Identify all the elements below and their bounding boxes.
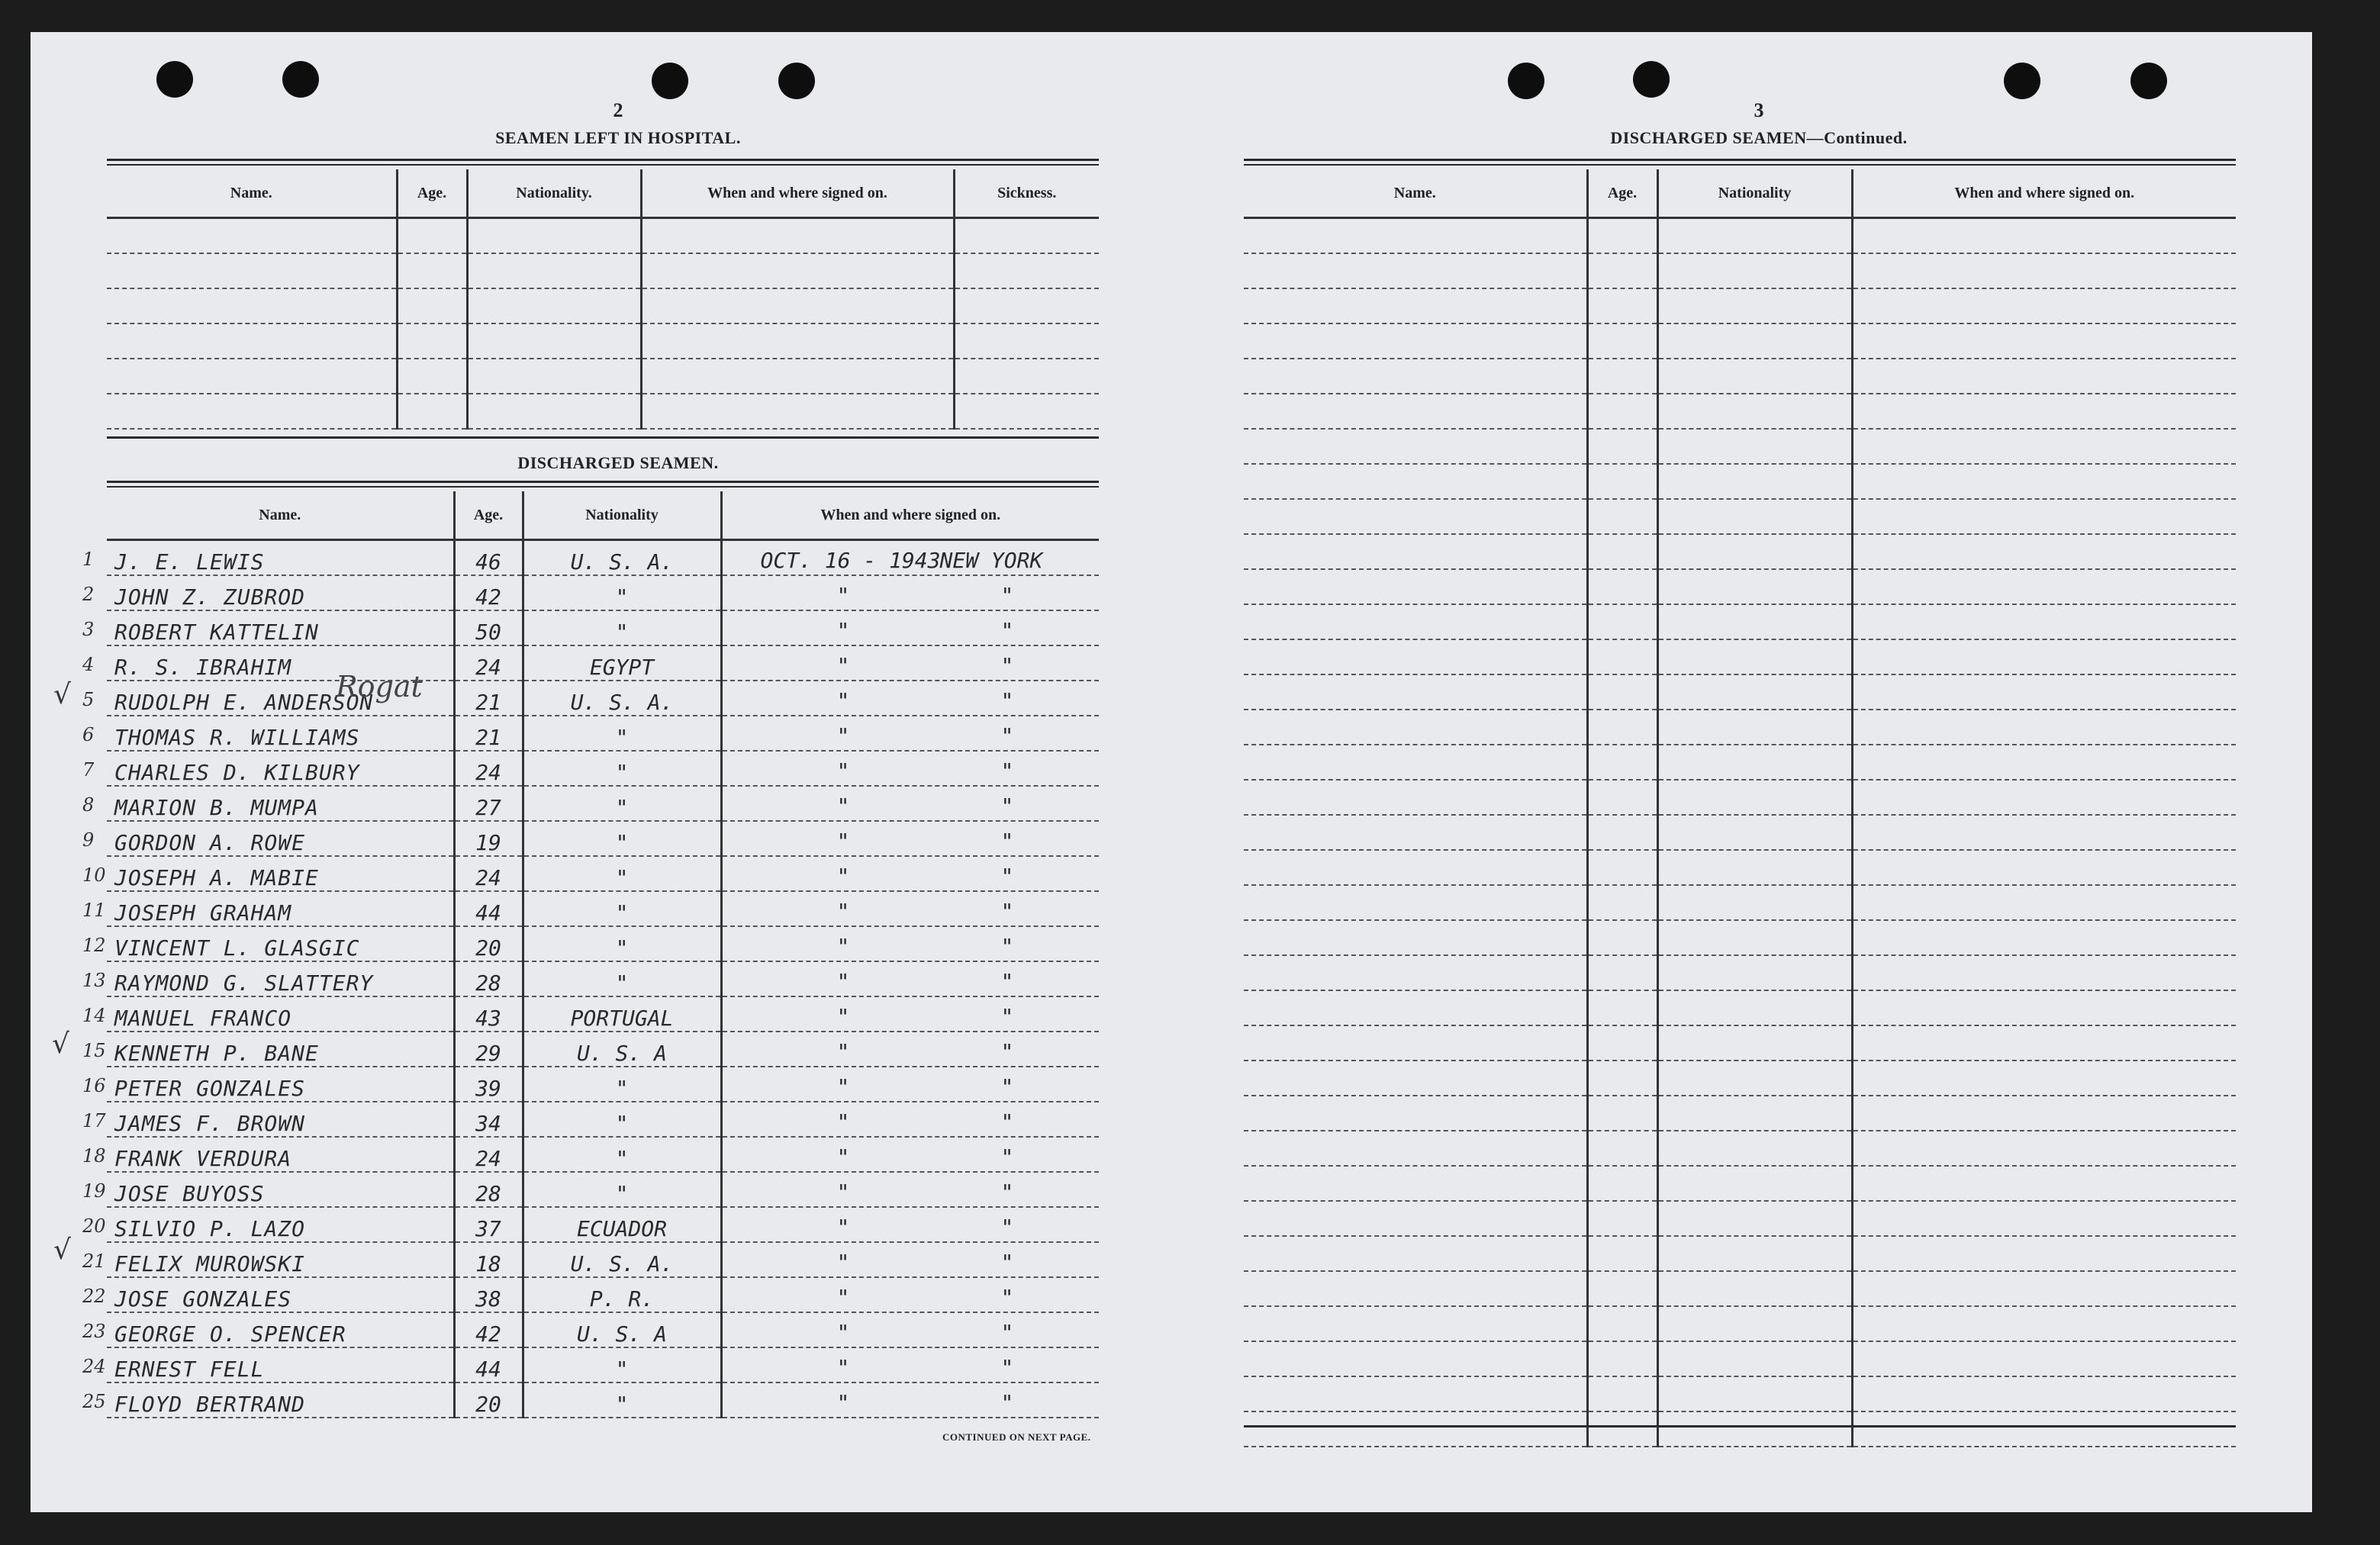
seaman-signed-on: [721, 1277, 1099, 1312]
punch-hole: [2004, 63, 2040, 99]
signed-on-date: ": [836, 653, 850, 678]
seaman-name: VINCENT L. GLASGIC: [107, 926, 454, 961]
signed-on-place: ": [1000, 723, 1014, 748]
signed-on-date: ": [836, 1074, 850, 1099]
signed-on-place: ": [1000, 1250, 1014, 1275]
table-row: [1244, 1411, 2236, 1447]
seaman-nationality: ": [523, 751, 721, 786]
row-number: 5: [82, 689, 95, 710]
signed-on-date: ": [836, 969, 850, 994]
table-row: [1244, 674, 2236, 710]
seaman-nationality: U. S. A: [523, 1312, 721, 1347]
seaman-age: 24: [454, 645, 523, 681]
seaman-signed-on: [721, 1347, 1099, 1382]
signed-on-place: ": [1000, 1285, 1014, 1310]
seaman-nationality: ": [523, 1347, 721, 1382]
signed-on-place: ": [1000, 934, 1014, 959]
signed-on-place: ": [1000, 688, 1014, 713]
table-row: [107, 575, 1099, 610]
table-row: [1244, 745, 2236, 780]
table-row: [1244, 885, 2236, 920]
table-row: [1244, 920, 2236, 955]
signed-on-date: ": [836, 1144, 850, 1170]
row-number: 22: [82, 1286, 106, 1307]
table-row: [1244, 1061, 2236, 1096]
row-number: 1: [82, 549, 95, 570]
table-row: [1244, 1166, 2236, 1201]
seaman-nationality: U. S. A.: [523, 681, 721, 716]
title-main: DISCHARGED SEAMEN: [1610, 128, 1807, 147]
seaman-signed-on: [721, 961, 1099, 996]
table-row: [107, 1242, 1099, 1277]
table-row: [1244, 1341, 2236, 1376]
row-number: 3: [82, 619, 95, 640]
table-row: [107, 1382, 1099, 1418]
row-number: 16: [82, 1075, 106, 1096]
seaman-age: 21: [454, 716, 523, 751]
signed-on-date: ": [836, 1180, 850, 1205]
discharged-section-title: DISCHARGED SEAMEN.: [517, 453, 719, 472]
column-header-sickness: Sickness.: [954, 169, 1099, 218]
signed-on-place: ": [1000, 1390, 1014, 1415]
seaman-signed-on: [721, 575, 1099, 610]
seaman-signed-on: [721, 1207, 1099, 1242]
table-row: [107, 681, 1099, 716]
signed-on-date: ": [836, 899, 850, 924]
seaman-age: 28: [454, 1172, 523, 1207]
seaman-signed-on: [721, 540, 1099, 576]
seaman-name: MARION B. MUMPA: [107, 786, 454, 821]
signed-on-place: ": [1000, 1320, 1014, 1345]
hospital-section-title: SEAMEN LEFT IN HOSPITAL.: [495, 128, 741, 147]
table-row: [1244, 639, 2236, 674]
seaman-signed-on: [721, 610, 1099, 645]
signed-on-place: ": [1000, 969, 1014, 994]
seaman-age: 43: [454, 996, 523, 1032]
table-header-row: [107, 169, 1099, 218]
punch-hole: [2130, 63, 2167, 99]
table-row: [107, 1102, 1099, 1137]
signed-on-date: ": [836, 1215, 850, 1240]
table-row: [1244, 394, 2236, 429]
seaman-name: GEORGE O. SPENCER: [107, 1312, 454, 1347]
column-header-age: Age.: [1587, 169, 1657, 218]
table-row: [1244, 1271, 2236, 1306]
seaman-name: GORDON A. ROWE: [107, 821, 454, 856]
seaman-signed-on: [721, 926, 1099, 961]
row-number: 12: [82, 935, 106, 956]
seaman-name: RUDOLPH E. ANDERSON: [107, 681, 454, 716]
seaman-signed-on: [721, 1172, 1099, 1207]
signed-on-place: ": [1000, 583, 1014, 608]
row-number: 13: [82, 970, 106, 991]
seaman-signed-on: [721, 1312, 1099, 1347]
row-number: 10: [82, 864, 106, 886]
table-row: [1244, 429, 2236, 464]
seaman-signed-on: [721, 891, 1099, 926]
seaman-nationality: ": [523, 575, 721, 610]
punch-hole: [156, 61, 193, 98]
discharged-continued-title: [1244, 128, 2274, 148]
row-number: 23: [82, 1321, 106, 1342]
table-row: [107, 786, 1099, 821]
title-continued: —Continued.: [1806, 128, 1908, 147]
column-header-nationality: Nationality.: [467, 169, 641, 218]
column-header-nationality: Nationality: [523, 491, 721, 540]
seaman-name: FLOYD BERTRAND: [107, 1382, 454, 1418]
signed-on-date: ": [836, 934, 850, 959]
seaman-signed-on: [721, 1102, 1099, 1137]
table-row: [1244, 499, 2236, 534]
signed-on-date: ": [836, 793, 850, 819]
row-number: 4: [82, 654, 95, 675]
seaman-signed-on: [721, 645, 1099, 681]
table-row: [1244, 323, 2236, 359]
seaman-nationality: U. S. A.: [523, 1242, 721, 1277]
table-row: [107, 716, 1099, 751]
seaman-age: 19: [454, 821, 523, 856]
signed-on-date: OCT. 16 - 1943: [760, 548, 941, 573]
signed-on-place: ": [1000, 1355, 1014, 1380]
row-number: 21: [82, 1250, 106, 1272]
seaman-age: 24: [454, 1137, 523, 1172]
table-row: [107, 645, 1099, 681]
seaman-name: FELIX MUROWSKI: [107, 1242, 454, 1277]
table-row: [107, 610, 1099, 645]
signed-on-place: ": [1000, 1180, 1014, 1205]
seaman-name: JOSEPH A. MABIE: [107, 856, 454, 891]
signed-on-date: ": [836, 864, 850, 889]
row-number: 8: [82, 794, 95, 816]
page-number: 3: [1754, 99, 1764, 121]
section-rule: [107, 436, 1099, 439]
signed-on-date: ": [836, 583, 850, 608]
check-mark: √: [52, 1028, 69, 1060]
column-header-nationality: Nationality: [1657, 169, 1852, 218]
seaman-age: 28: [454, 961, 523, 996]
double-rule: [107, 159, 1099, 166]
seaman-age: 34: [454, 1102, 523, 1137]
signed-on-date: ": [836, 618, 850, 643]
table-row: [1244, 710, 2236, 745]
table-row: [1244, 1131, 2236, 1166]
signed-on-date: ": [836, 1004, 850, 1029]
signed-on-place: ": [1000, 1144, 1014, 1170]
seaman-age: 18: [454, 1242, 523, 1277]
check-mark: √: [53, 1234, 71, 1266]
column-header-signed-on: When and where signed on.: [641, 169, 954, 218]
seaman-name: ERNEST FELL: [107, 1347, 454, 1382]
discharged-table: [107, 491, 1099, 1418]
signed-on-place: NEW YORK: [939, 548, 1043, 573]
table-row: [1244, 534, 2236, 569]
table-row: [1244, 1025, 2236, 1061]
discharged-continued-table: [1244, 169, 2236, 1447]
seaman-name: CHARLES D. KILBURY: [107, 751, 454, 786]
signed-on-date: ": [836, 758, 850, 784]
seaman-age: 29: [454, 1032, 523, 1067]
signed-on-place: ": [1000, 829, 1014, 854]
seaman-nationality: ": [523, 926, 721, 961]
seaman-name: SILVIO P. LAZO: [107, 1207, 454, 1242]
signed-on-date: ": [836, 688, 850, 713]
table-header-row: [107, 491, 1099, 540]
table-row: [107, 1137, 1099, 1172]
seaman-age: 27: [454, 786, 523, 821]
table-row: [1244, 1376, 2236, 1411]
signed-on-place: ": [1000, 1039, 1014, 1064]
seaman-nationality: ": [523, 716, 721, 751]
signed-on-date: ": [836, 1320, 850, 1345]
seaman-nationality: ": [523, 786, 721, 821]
signed-on-place: ": [1000, 1004, 1014, 1029]
seaman-age: 20: [454, 1382, 523, 1418]
row-number: 15: [82, 1040, 106, 1061]
column-header-signed-on: When and where signed on.: [721, 491, 1099, 540]
seaman-nationality: U. S. A: [523, 1032, 721, 1067]
seaman-nationality: ": [523, 1067, 721, 1102]
seaman-age: 24: [454, 751, 523, 786]
table-row: [1244, 569, 2236, 604]
seaman-age: 46: [454, 540, 523, 576]
table-row: [1244, 815, 2236, 850]
column-header-age: Age.: [397, 169, 467, 218]
signed-on-place: ": [1000, 793, 1014, 819]
seaman-nationality: ": [523, 856, 721, 891]
seaman-nationality: ": [523, 961, 721, 996]
seaman-age: 38: [454, 1277, 523, 1312]
table-row: [107, 1207, 1099, 1242]
seaman-age: 44: [454, 1347, 523, 1382]
row-number: 25: [82, 1391, 106, 1412]
signed-on-place: ": [1000, 1074, 1014, 1099]
seaman-signed-on: [721, 996, 1099, 1032]
column-header-signed-on: When and where signed on.: [1852, 169, 2236, 218]
table-row: [1244, 1201, 2236, 1236]
seaman-signed-on: [721, 1137, 1099, 1172]
signed-on-place: ": [1000, 618, 1014, 643]
seaman-nationality: ": [523, 891, 721, 926]
seaman-age: 42: [454, 575, 523, 610]
seaman-signed-on: [721, 786, 1099, 821]
row-number: 14: [82, 1005, 106, 1026]
seaman-age: 21: [454, 681, 523, 716]
check-mark: √: [53, 679, 71, 710]
table-row: [1244, 253, 2236, 288]
table-row: [1244, 464, 2236, 499]
table-row: [107, 891, 1099, 926]
seaman-name: J. E. LEWIS: [107, 540, 454, 576]
double-rule: [107, 481, 1099, 488]
table-row: [107, 394, 1099, 429]
seaman-nationality: ": [523, 1382, 721, 1418]
table-row: [107, 1347, 1099, 1382]
seaman-name: JOSE BUYOSS: [107, 1172, 454, 1207]
table-row: [107, 1172, 1099, 1207]
table-row: [1244, 850, 2236, 885]
table-row: [107, 751, 1099, 786]
seaman-signed-on: [721, 1067, 1099, 1102]
table-row: [1244, 288, 2236, 323]
seaman-signed-on: [721, 1382, 1099, 1418]
ledger-sheet: [31, 32, 2312, 1512]
table-row: [107, 856, 1099, 891]
table-row: [107, 288, 1099, 323]
seaman-nationality: ": [523, 1102, 721, 1137]
table-row: [1244, 604, 2236, 639]
seaman-nationality: ": [523, 1172, 721, 1207]
table-header-row: [1244, 169, 2236, 218]
page-number: 2: [613, 99, 623, 121]
seaman-nationality: EGYPT: [523, 645, 721, 681]
signed-on-date: ": [836, 829, 850, 854]
seaman-signed-on: [721, 1032, 1099, 1067]
signed-on-date: ": [836, 723, 850, 748]
table-row: [107, 926, 1099, 961]
row-number: 2: [82, 584, 95, 605]
signed-on-place: ": [1000, 899, 1014, 924]
table-row: [1244, 1096, 2236, 1131]
row-number: 9: [82, 829, 95, 851]
signed-on-date: ": [836, 1039, 850, 1064]
table-row: [107, 218, 1099, 254]
seaman-nationality: ": [523, 1137, 721, 1172]
table-row: [107, 540, 1099, 576]
seaman-name: MANUEL FRANCO: [107, 996, 454, 1032]
seaman-name: JOSEPH GRAHAM: [107, 891, 454, 926]
table-row: [1244, 990, 2236, 1025]
seaman-name: FRANK VERDURA: [107, 1137, 454, 1172]
row-number: 7: [82, 759, 95, 781]
signed-on-date: ": [836, 1250, 850, 1275]
signed-on-place: ": [1000, 864, 1014, 889]
table-row: [107, 1312, 1099, 1347]
row-number: 19: [82, 1180, 106, 1202]
seaman-age: 39: [454, 1067, 523, 1102]
seaman-name: KENNETH P. BANE: [107, 1032, 454, 1067]
punch-hole: [652, 63, 688, 99]
seaman-name: JOSE GONZALES: [107, 1277, 454, 1312]
seaman-nationality: U. S. A.: [523, 540, 721, 576]
punch-hole: [1633, 61, 1670, 98]
seaman-name: JOHN Z. ZUBROD: [107, 575, 454, 610]
table-row: [107, 359, 1099, 394]
signed-on-date: ": [836, 1109, 850, 1135]
seaman-age: 50: [454, 610, 523, 645]
signed-on-place: ": [1000, 758, 1014, 784]
table-row: [107, 253, 1099, 288]
seaman-signed-on: [721, 856, 1099, 891]
punch-hole: [778, 63, 815, 99]
table-row: [107, 1032, 1099, 1067]
seaman-name: RAYMOND G. SLATTERY: [107, 961, 454, 996]
seaman-nationality: ": [523, 821, 721, 856]
bottom-rule: [1244, 1425, 2236, 1428]
signed-on-place: ": [1000, 1215, 1014, 1240]
seaman-age: 24: [454, 856, 523, 891]
signed-on-place: ": [1000, 653, 1014, 678]
handwritten-annotation: Rogat: [336, 670, 423, 703]
seaman-name: ROBERT KATTELIN: [107, 610, 454, 645]
row-number: 6: [82, 724, 95, 745]
signed-on-date: ": [836, 1285, 850, 1310]
table-row: [107, 821, 1099, 856]
table-row: [107, 1067, 1099, 1102]
signed-on-date: ": [836, 1390, 850, 1415]
seaman-signed-on: [721, 716, 1099, 751]
seaman-nationality: PORTUGAL: [523, 996, 721, 1032]
seaman-nationality: P. R.: [523, 1277, 721, 1312]
table-row: [107, 961, 1099, 996]
table-row: [1244, 1236, 2236, 1271]
seaman-signed-on: [721, 1242, 1099, 1277]
seaman-signed-on: [721, 681, 1099, 716]
punch-hole: [282, 61, 319, 98]
seaman-name: JAMES F. BROWN: [107, 1102, 454, 1137]
seaman-name: R. S. IBRAHIM: [107, 645, 454, 681]
column-header-name: Name.: [1244, 169, 1587, 218]
table-row: [107, 1277, 1099, 1312]
double-rule: [1244, 159, 2236, 166]
signed-on-date: ": [836, 1355, 850, 1380]
seaman-name: THOMAS R. WILLIAMS: [107, 716, 454, 751]
table-row: [107, 996, 1099, 1032]
column-header-name: Name.: [107, 169, 397, 218]
hospital-table: [107, 169, 1099, 430]
table-row: [1244, 955, 2236, 990]
continued-footer: CONTINUED ON NEXT PAGE.: [942, 1431, 1091, 1443]
row-number: 11: [82, 900, 106, 921]
seaman-name: PETER GONZALES: [107, 1067, 454, 1102]
seaman-age: 44: [454, 891, 523, 926]
table-row: [1244, 780, 2236, 815]
seaman-age: 42: [454, 1312, 523, 1347]
punch-hole: [1508, 63, 1544, 99]
table-row: [1244, 359, 2236, 394]
seaman-age: 37: [454, 1207, 523, 1242]
seaman-signed-on: [721, 751, 1099, 786]
seaman-nationality: ": [523, 610, 721, 645]
row-number: 24: [82, 1356, 106, 1377]
seaman-signed-on: [721, 821, 1099, 856]
signed-on-place: ": [1000, 1109, 1014, 1135]
table-row: [1244, 1306, 2236, 1341]
seaman-nationality: ECUADOR: [523, 1207, 721, 1242]
row-number: 17: [82, 1110, 106, 1131]
table-row: [107, 323, 1099, 359]
row-number: 20: [82, 1215, 106, 1237]
table-row: [1244, 218, 2236, 254]
seaman-age: 20: [454, 926, 523, 961]
column-header-name: Name.: [107, 491, 454, 540]
row-number: 18: [82, 1145, 106, 1167]
column-header-age: Age.: [454, 491, 523, 540]
